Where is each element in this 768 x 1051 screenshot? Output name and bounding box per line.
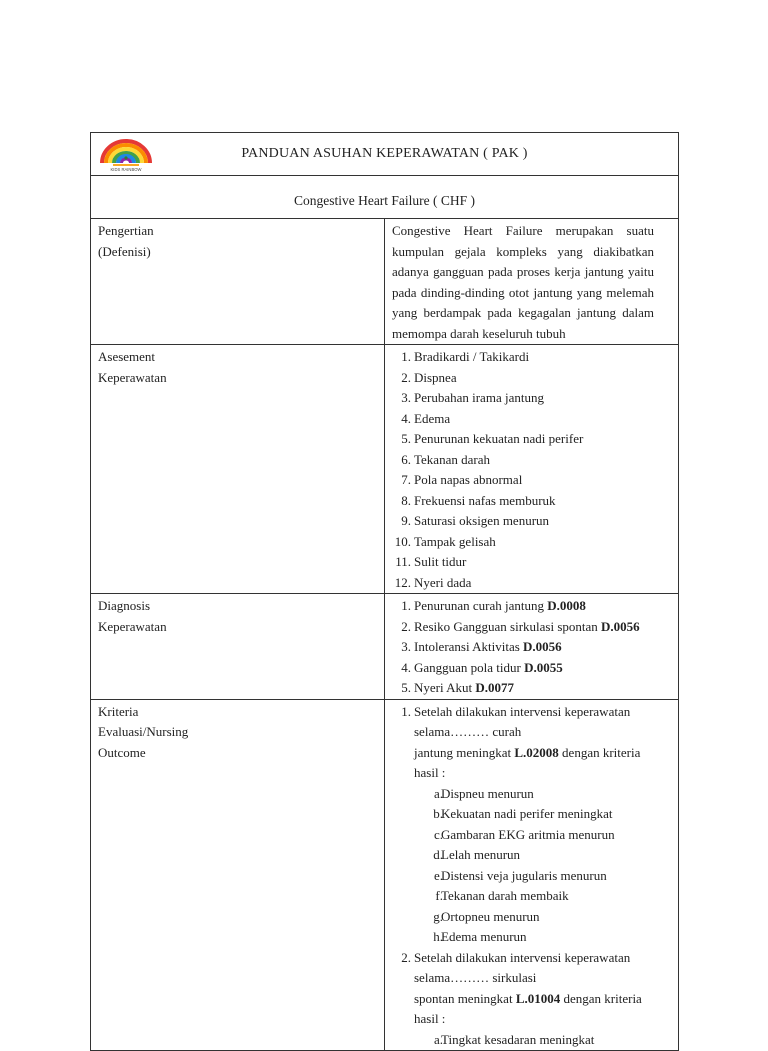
label-line: Keperawatan <box>98 618 167 634</box>
list-item <box>392 678 654 699</box>
sub-item <box>424 907 654 928</box>
item-text: Tekanan darah <box>414 451 490 467</box>
item-number: 12. <box>394 574 411 590</box>
list-item <box>392 491 654 512</box>
sub-item <box>424 825 654 846</box>
list-item <box>392 573 654 594</box>
sub-item-text: Distensi veja jugularis menurun <box>441 867 607 883</box>
sub-item-letter: a. <box>433 785 443 801</box>
pengertian-row <box>91 219 679 345</box>
item-text: Edema <box>414 410 451 426</box>
sub-item-text: Lelah menurun <box>441 847 521 862</box>
item-number: 1. <box>401 349 411 364</box>
diagnosis-label <box>91 594 385 700</box>
item-number: 4. <box>401 410 411 426</box>
item-text: Saturasi oksigen menurun <box>414 513 550 528</box>
pak-table <box>90 132 679 1051</box>
item-number: 1. <box>401 598 411 613</box>
subtitle-cell <box>91 176 679 219</box>
asesement-content <box>385 345 679 594</box>
item-number: 2. <box>401 618 411 634</box>
item-text: Penurunan curah jantung <box>414 598 548 613</box>
sub-item-text: Kekuatan nadi perifer meningkat <box>441 806 613 821</box>
outcome-code: L.02008 <box>514 744 559 760</box>
sub-item-letter: f. <box>435 888 443 903</box>
item-number: 11. <box>395 554 411 569</box>
item-text: Dispnea <box>414 369 457 385</box>
item-text: Setelah dilakukan intervensi keperawatan selama……… sirkulasi <box>414 949 631 985</box>
list-item <box>392 552 654 573</box>
sub-item <box>424 845 654 866</box>
label-line: Asesement <box>98 349 156 364</box>
label-line: Keperawatan <box>98 369 167 385</box>
item-text: Bradikardi / Takikardi <box>414 349 530 364</box>
item-text: Gangguan pola tidur <box>414 659 525 675</box>
item-text: Tampak gelisah <box>414 533 496 549</box>
list-item <box>392 637 654 658</box>
diagnosis-code: D.0056 <box>601 618 640 634</box>
label-line: Evaluasi/Nursing <box>98 724 189 739</box>
sub-item-letter: h. <box>433 929 443 944</box>
page-title: PANDUAN ASUHAN KEPERAWATAN ( PAK ) <box>241 146 528 161</box>
item-number: 7. <box>401 472 411 487</box>
item-number: 5. <box>401 680 411 695</box>
item-number: 9. <box>401 513 411 528</box>
pengertian-text: Congestive Heart Failure merupakan suatu kumpulan gejala kompleks yang diakibatkan adanya gangguan pada proses kerja jantung yaitu pada dinding-dinding otot jantung yang melemah yang berdampak pada kegagalan jantung dalam memompa darah keseluruh tubuh <box>385 219 679 345</box>
item-number: 3. <box>401 639 411 654</box>
sub-item-text: Edema menurun <box>441 929 527 944</box>
kriteria-label <box>91 699 385 1051</box>
kriteria-list <box>392 702 654 1051</box>
sub-item <box>424 886 654 907</box>
item-number: 6. <box>401 451 411 467</box>
sub-item <box>424 1030 654 1051</box>
label-line: Outcome <box>98 744 146 760</box>
list-item <box>392 368 654 389</box>
item-text: spontan meningkat <box>414 990 516 1006</box>
diagnosis-list <box>392 596 654 699</box>
diagnosis-row <box>91 594 679 700</box>
item-number: 8. <box>401 492 411 508</box>
label-line: (Defenisi) <box>98 243 151 259</box>
kriteria-content <box>385 699 679 1051</box>
sub-item-letter: g. <box>433 908 443 924</box>
sub-item <box>424 866 654 887</box>
page-subtitle: Congestive Heart Failure ( CHF ) <box>293 193 476 208</box>
outcome-code: L.01004 <box>515 990 561 1006</box>
item-text: dengan kriteria hasil : <box>414 744 641 780</box>
sub-item <box>424 804 654 825</box>
sub-item-text: Ortopneu menurun <box>441 908 540 924</box>
sub-item-text: Tingkat kesadaran meningkat <box>441 1031 595 1047</box>
item-text: Frekuensi nafas memburuk <box>414 492 556 508</box>
item-number: 4. <box>401 659 411 675</box>
item-text: Nyeri dada <box>414 574 472 590</box>
kriteria-item <box>392 948 654 1051</box>
list-item <box>392 347 654 368</box>
item-text: jantung meningkat <box>414 744 515 760</box>
item-number: 2. <box>401 369 411 385</box>
list-item <box>392 429 654 450</box>
item-text: Perubahan irama jantung <box>414 390 544 405</box>
label-line: Pengertian <box>98 223 154 238</box>
item-text: Penurunan kekuatan nadi perifer <box>414 431 584 446</box>
sub-item-letter: d. <box>433 847 443 862</box>
asesement-row <box>91 345 679 594</box>
asesement-list <box>392 347 654 593</box>
kriteria-sublist <box>414 1030 654 1051</box>
item-text: Resiko Gangguan sirkulasi spontan <box>414 618 602 634</box>
item-number: 5. <box>401 431 411 446</box>
document-page <box>90 132 679 1051</box>
item-text: Pola napas abnormal <box>414 472 523 487</box>
header-cell <box>91 133 679 176</box>
diagnosis-code: D.0056 <box>523 639 562 654</box>
sub-item <box>424 784 654 805</box>
sub-item-letter: a. <box>433 1031 443 1047</box>
item-text: Nyeri Akut <box>414 680 476 695</box>
diagnosis-code: D.0008 <box>547 598 586 613</box>
asesement-label <box>91 345 385 594</box>
kriteria-sublist <box>414 784 654 948</box>
sub-item-letter: b. <box>433 806 443 821</box>
list-item <box>392 511 654 532</box>
sub-item-text: Gambaran EKG aritmia menurun <box>441 826 615 842</box>
list-item <box>392 617 654 638</box>
item-number: 1. <box>401 703 411 719</box>
sub-item-text: Dispneu menurun <box>441 785 534 801</box>
sub-item-letter: e. <box>433 867 443 883</box>
item-text: dengan kriteria hasil : <box>414 990 642 1026</box>
list-item <box>392 388 654 409</box>
item-text: Sulit tidur <box>414 554 467 569</box>
list-item <box>392 470 654 491</box>
label-line: Diagnosis <box>98 598 150 613</box>
header-row <box>91 133 679 176</box>
item-number: 3. <box>401 390 411 405</box>
kriteria-item <box>392 702 654 948</box>
list-item <box>392 596 654 617</box>
item-text: Intoleransi Aktivitas <box>414 639 524 654</box>
kriteria-row <box>91 699 679 1051</box>
list-item <box>392 450 654 471</box>
sub-item <box>424 927 654 948</box>
logo-text: KIDS RAINBOW <box>110 167 142 172</box>
sub-item-text: Tekanan darah membaik <box>441 888 569 903</box>
list-item <box>392 532 654 553</box>
list-item <box>392 409 654 430</box>
list-item <box>392 658 654 679</box>
label-line: Kriteria <box>98 703 139 719</box>
item-number: 2. <box>401 949 411 965</box>
item-text: Setelah dilakukan intervensi keperawatan selama……… curah <box>414 703 631 739</box>
diagnosis-code: D.0077 <box>475 680 515 695</box>
subtitle-row <box>91 176 679 219</box>
pengertian-label <box>91 219 385 345</box>
sub-item-letter: c. <box>433 826 443 842</box>
item-number: 10. <box>394 533 411 549</box>
diagnosis-code: D.0055 <box>524 659 563 675</box>
diagnosis-content <box>385 594 679 700</box>
